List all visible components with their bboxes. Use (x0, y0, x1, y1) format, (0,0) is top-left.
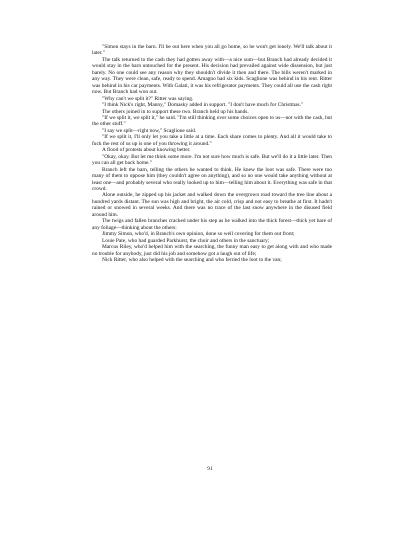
paragraph: The twigs and fallen branches cracked under his step as he walked into the thick forest—thick yet bare of any foliage—thinking about the others: (92, 218, 332, 231)
paragraph: A flood of protests about knowing better. (102, 147, 191, 154)
paragraph: Branch left the barn, telling the others he wanted to think. He knew the loot was safe. There were too many of them to oppose him (they couldn't agree on anything), and so no one would take anything without at least one—and probably several who really looked up to him—telling him about it. Everything was safe in that crowd. (92, 166, 332, 192)
paragraph: "Okay, okay. But let me think some more. I'm not sure how much is safe. But we'll do it a little later. Then you can all get back home." (92, 153, 332, 167)
page-number: 91 (207, 466, 213, 472)
paragraph: The talk returned to the cash they had gotten away with—a nice sum—but Branch had already decided it would stay in the barn untouched for the present. His decision had prevailed against wide dissension, but just barely. No one could see any reason why they shouldn't divide it then and there. The bills weren't marked in any way. They were clean, safe, ready to spend. Amagno had six kids. Scaglione was behind in his rent. Ritter was behind in his car payments. With Galati, it was his refrigerator payments. They could all use the cash right now. But Branch had won out. (92, 56, 332, 96)
paragraph: The others joined in to support these two. Branch held up his hands. (102, 108, 249, 115)
paragraph: "I say we split—right now," Scaglione said. (102, 127, 197, 134)
paragraph: Louie Pate, who had guarded Parkhurst, the choir and others in the sanctuary; (102, 237, 270, 244)
paragraph: "Simon stays in the barn. I'll be out here when you all go home, so he won't get lonely. We'll talk about it later." (92, 44, 332, 57)
paragraph: "Why can't we split it?" Ritter was saying. (102, 95, 194, 102)
paragraph: Jimmy Simon, who'd, in Branch's own opinion, done so well covering for them out front; (102, 231, 295, 238)
paragraph: Marcus Riley, who'd helped him with the searching, the funny man easy to get along with and who made no trouble for anybody, just did his job and somehow got a laugh out of life; (92, 244, 332, 257)
paragraph: "I think Nick's right, Manny," Domasky added in support. "I don't have much for Christmas." (102, 102, 304, 109)
paragraph: "If we split it, I'll only let you take a little at a time. Each share comes to plenty. And all it would take to fuck the rest of us up is one of you throwing it around." (92, 134, 332, 147)
paragraph: "If we split it, we split it," he said. "I'm still thinking over some choices open to us—not with the cash, but the other stuff." (92, 114, 332, 128)
body-text (92, 44, 332, 263)
paragraph: Alone outside, he zipped up his jacket and walked down the overgrown road toward the tree line about a hundred yards distant. The sun was high and bright, the air cold, crisp and not easy to breathe at first. It hadn't rained or snowed in several weeks. And there was no trace of the last snow anywhere in the disused field around him. (92, 192, 332, 218)
paragraph: Nick Ritter, who also helped with the searching and who ferried the loot to the van; (102, 256, 282, 263)
